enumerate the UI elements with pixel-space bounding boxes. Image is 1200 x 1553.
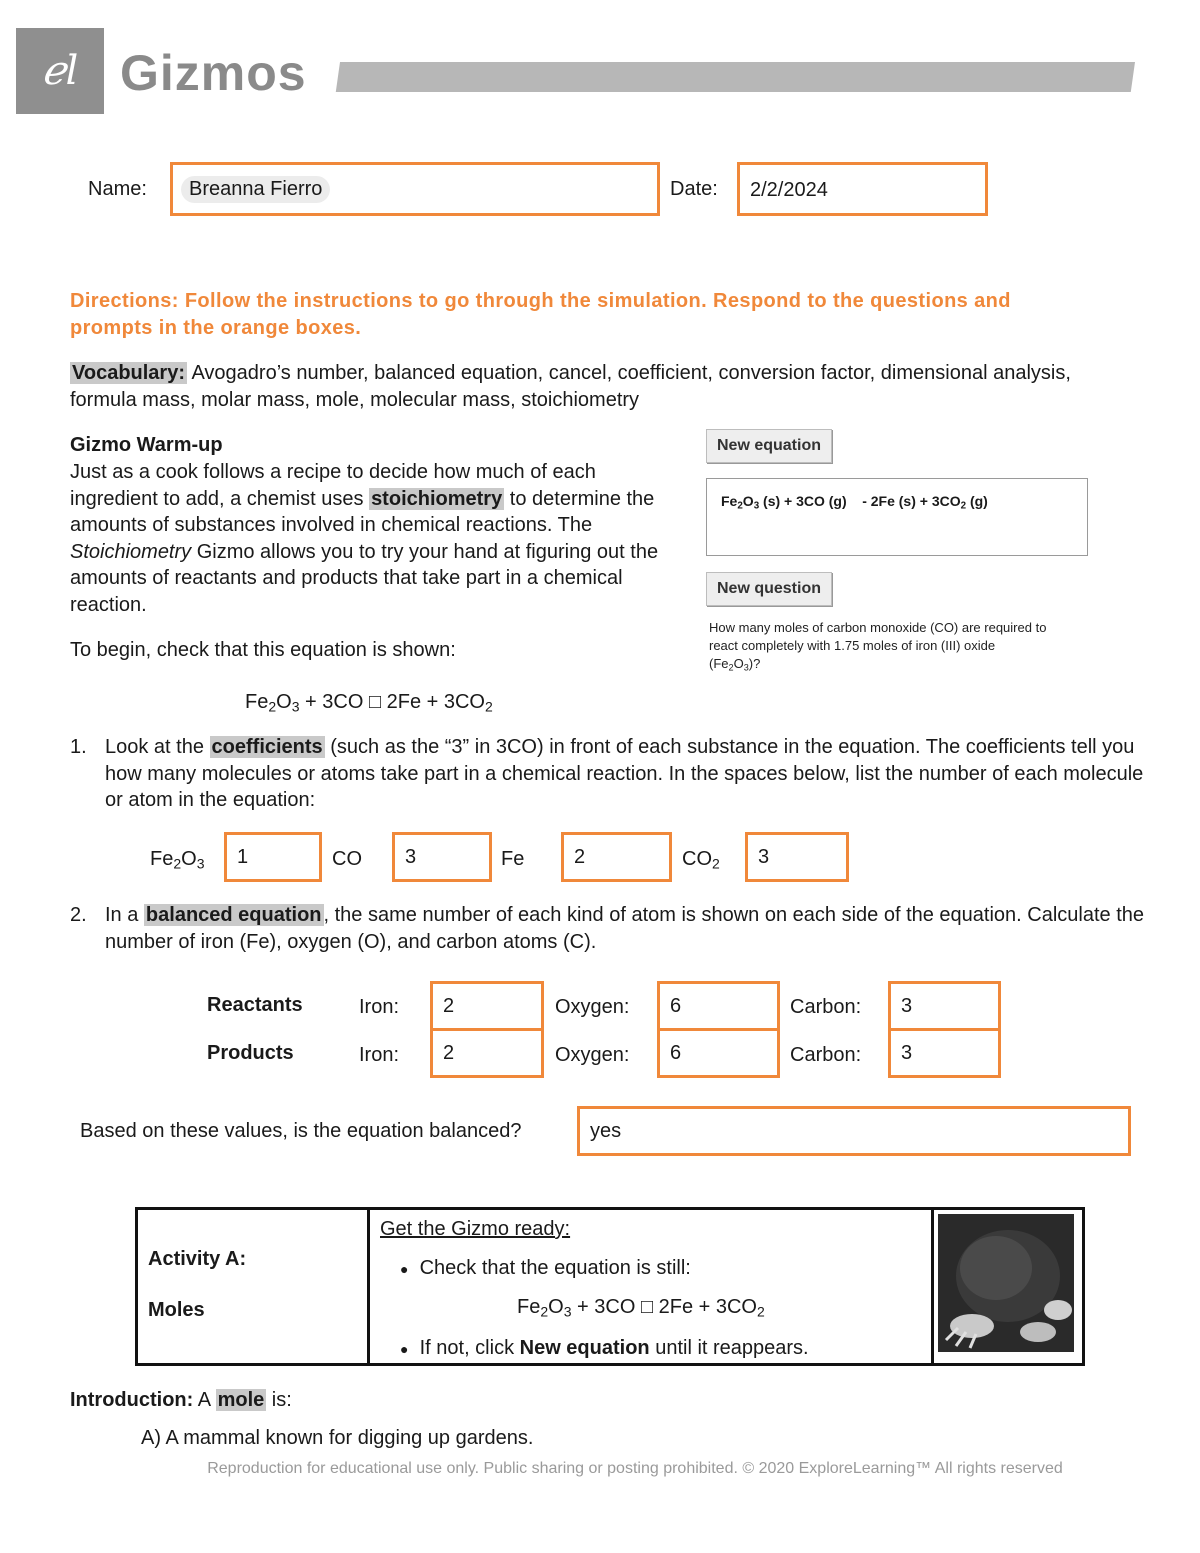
explorelearning-logo: ℯl	[16, 28, 104, 114]
q1-label-fe: Fe	[501, 848, 525, 870]
q2-text: In a balanced equation , the same number of each kind of atom is shown on each side of the equation. Calculate the number of iron (Fe), oxygen (O), and carbon atoms (C).	[105, 904, 1145, 953]
new-equation-button[interactable]: New equation	[706, 429, 832, 463]
balanced-question: Based on these values, is the equation balanced?	[80, 1120, 522, 1142]
introduction: Introduction: A mole is:	[70, 1389, 292, 1411]
q1-label-co2: $CO_2$	[682, 848, 720, 872]
reactants-oxygen-field[interactable]: 6	[657, 981, 780, 1031]
vocabulary-terms: Avogadro’s number, balanced equation, cancel, coefficient, conversion factor, dimensional analysis, formula mass, molar mass, mole, molecular mass, stoichiometry	[70, 362, 1071, 411]
q1-answer-fe2o3[interactable]: 1	[224, 832, 322, 882]
name-value: Breanna Fierro	[181, 176, 330, 203]
activity-title: Activity A:	[148, 1248, 247, 1270]
reactants-carbon-label: Carbon:	[790, 996, 862, 1018]
reactants-oxygen-label: Oxygen:	[555, 996, 630, 1018]
gizmo-question-text: How many moles of carbon monoxide (CO) are required to react completely with 1.75 moles of iron (III) oxide $(Fe_2O_3)$?	[709, 620, 1047, 673]
products-oxygen-field[interactable]: 6	[657, 1028, 780, 1078]
mole-photo	[938, 1214, 1074, 1352]
warmup-paragraph: Just as a cook follows a recipe to decide how much of each ingredient to add, a chemist uses stoichiometry to determine the amounts of substances involved in chemical reactions. The Stoichiometry Gizmo allows you to try your hand at figuring out the amounts of reactants and products that take part in a chemical reaction.	[70, 461, 659, 616]
date-label: Date:	[670, 178, 718, 200]
activity-subtitle: Moles	[148, 1299, 205, 1321]
balanced-answer-field[interactable]: yes	[577, 1106, 1131, 1156]
activity-equation: $Fe_2O_3 + 3CO$ □ $2Fe + 3CO_2$	[517, 1296, 765, 1320]
vocabulary	[70, 360, 1080, 413]
introduction-label: Introduction:	[70, 1389, 194, 1411]
products-iron-field[interactable]: 2	[430, 1028, 544, 1078]
products-label: Products	[207, 1042, 294, 1064]
introduction-option-a: A) A mammal known for digging up gardens.	[141, 1427, 534, 1449]
term-stoichiometry: stoichiometry	[371, 487, 503, 510]
products-carbon-label: Carbon:	[790, 1044, 862, 1066]
activity-bullet-2: ● If not, click New equation until it reappears.	[400, 1337, 809, 1359]
name-label: Name:	[88, 178, 147, 200]
activity-instructions-cell	[369, 1209, 933, 1365]
warmup-heading: Gizmo Warm-up	[70, 434, 223, 456]
q1-text: Look at the coefficients (such as the “3” in 3CO) in front of each substance in the equation. The coefficients tell you how many molecules or atoms take part in a chemical reaction. In the spaces below, list the number of each molecule or atom in the equation:	[105, 736, 1144, 811]
q2-number: 2.	[70, 904, 87, 926]
vocabulary-label: Vocabulary:	[72, 362, 185, 384]
term-coefficients: coefficients	[211, 736, 323, 758]
activity-table	[135, 1207, 1085, 1366]
new-question-button[interactable]: New question	[706, 572, 832, 606]
warmup-instruction: To begin, check that this equation is shown:	[70, 639, 456, 661]
reactants-label: Reactants	[207, 994, 303, 1016]
q1-label-co: CO	[332, 848, 362, 870]
gizmos-wordmark: Gizmos	[120, 45, 307, 101]
activity-bullet-1: ● Check that the equation is still:	[400, 1256, 691, 1279]
activity-image-cell	[933, 1209, 1084, 1365]
header-bar	[336, 62, 1135, 92]
products-iron-label: Iron:	[359, 1044, 400, 1066]
q1-answer-co2[interactable]: 3	[745, 832, 849, 882]
term-mole: mole	[217, 1389, 265, 1411]
products-carbon-field[interactable]: 3	[888, 1028, 1001, 1078]
reactants-iron-label: Iron:	[359, 996, 400, 1018]
directions-text: Directions: Follow the instructions to go through the simulation. Respond to the questions and prompts in the orange boxes.	[70, 290, 1011, 339]
products-oxygen-label: Oxygen:	[555, 1044, 630, 1066]
footer-copyright: Reproduction for educational use only. Public sharing or posting prohibited. © 2020 ExploreLearning™ All rights reserved	[207, 1460, 1063, 1477]
term-balanced-equation: balanced equation	[145, 904, 322, 926]
q1-answer-co[interactable]: 3	[392, 832, 492, 882]
name-field[interactable]	[170, 162, 660, 216]
get-ready-heading: Get the Gizmo ready:	[380, 1218, 571, 1240]
activity-title-cell	[137, 1209, 369, 1365]
gizmo-equation-panel: $Fe_2O_3$ (s) + 3CO (g) - 2Fe $(s) + 3CO_2$ (g)	[706, 478, 1088, 556]
q1-answer-fe[interactable]: 2	[561, 832, 672, 882]
reactants-iron-field[interactable]: 2	[430, 981, 544, 1031]
q1-label-fe2o3: $Fe_2O_3$	[150, 848, 205, 872]
date-field[interactable]: 2/2/2024	[737, 162, 988, 216]
q1-number: 1.	[70, 736, 87, 758]
reactants-carbon-field[interactable]: 3	[888, 981, 1001, 1031]
equation-display: $Fe_2O_3 + 3CO$ □ $2Fe + 3CO_2$	[245, 691, 493, 715]
